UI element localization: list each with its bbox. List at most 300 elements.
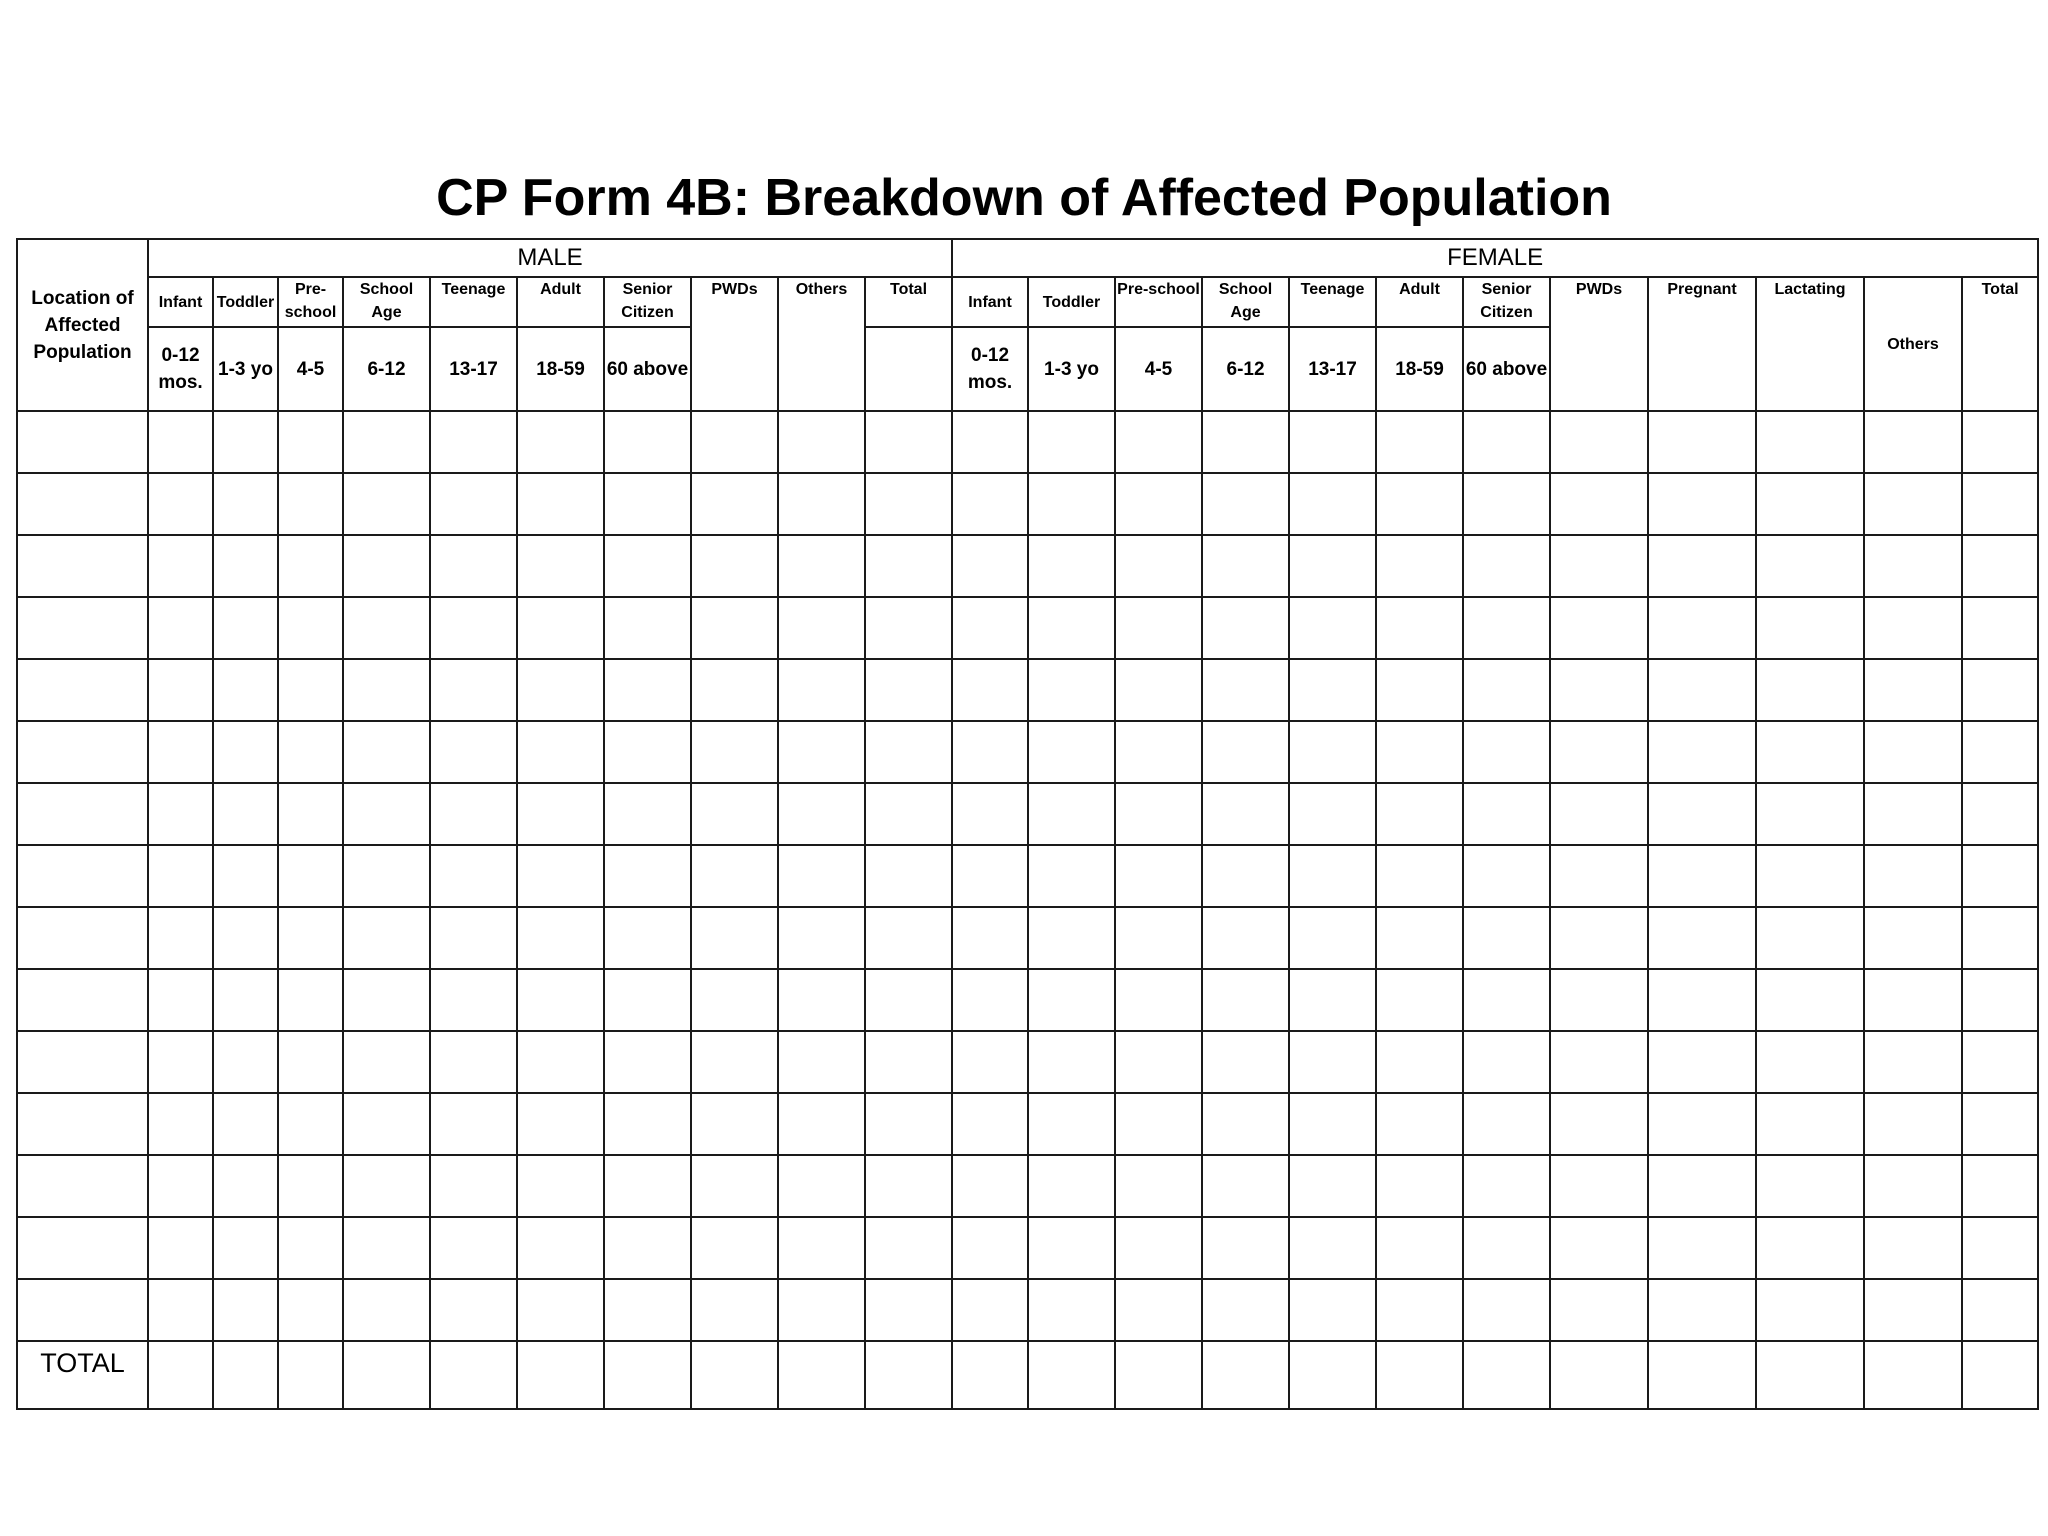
entry-cell[interactable] [1202,1093,1289,1155]
entry-cell[interactable] [430,721,517,783]
entry-cell[interactable] [1115,659,1202,721]
entry-cell[interactable] [1115,1155,1202,1217]
entry-cell[interactable] [1864,969,1962,1031]
entry-cell[interactable] [517,659,604,721]
entry-cell[interactable] [1756,1155,1864,1217]
entry-cell[interactable] [213,1279,278,1341]
entry-cell[interactable] [1648,473,1756,535]
entry-cell[interactable] [604,1093,691,1155]
entry-cell[interactable] [1463,659,1550,721]
entry-cell[interactable] [1550,1279,1648,1341]
entry-cell[interactable] [278,411,343,473]
entry-cell[interactable] [213,969,278,1031]
entry-cell[interactable] [1289,1279,1376,1341]
entry-cell[interactable] [517,969,604,1031]
entry-cell[interactable] [604,659,691,721]
entry-cell[interactable] [1864,845,1962,907]
entry-cell[interactable] [430,473,517,535]
entry-cell[interactable] [865,535,952,597]
entry-cell[interactable] [1756,1031,1864,1093]
entry-cell[interactable] [343,411,430,473]
entry-cell[interactable] [1648,969,1756,1031]
entry-cell[interactable] [1376,907,1463,969]
entry-cell[interactable] [1115,1093,1202,1155]
entry-cell[interactable] [1202,1279,1289,1341]
entry-cell[interactable] [148,1341,213,1409]
entry-cell[interactable] [691,721,778,783]
location-cell[interactable] [17,1279,148,1341]
entry-cell[interactable] [1202,1217,1289,1279]
entry-cell[interactable] [865,411,952,473]
entry-cell[interactable] [1115,1031,1202,1093]
entry-cell[interactable] [604,1279,691,1341]
entry-cell[interactable] [517,1341,604,1409]
entry-cell[interactable] [278,659,343,721]
entry-cell[interactable] [1550,1217,1648,1279]
entry-cell[interactable] [1756,473,1864,535]
entry-cell[interactable] [1550,535,1648,597]
entry-cell[interactable] [430,1155,517,1217]
entry-cell[interactable] [1376,845,1463,907]
entry-cell[interactable] [1028,721,1115,783]
entry-cell[interactable] [1962,535,2038,597]
entry-cell[interactable] [1550,411,1648,473]
entry-cell[interactable] [1550,1155,1648,1217]
entry-cell[interactable] [1289,1155,1376,1217]
entry-cell[interactable] [691,907,778,969]
entry-cell[interactable] [691,783,778,845]
entry-cell[interactable] [778,411,865,473]
entry-cell[interactable] [1962,411,2038,473]
entry-cell[interactable] [278,969,343,1031]
entry-cell[interactable] [1028,597,1115,659]
entry-cell[interactable] [517,411,604,473]
entry-cell[interactable] [604,473,691,535]
entry-cell[interactable] [1864,473,1962,535]
entry-cell[interactable] [1115,969,1202,1031]
entry-cell[interactable] [1202,659,1289,721]
entry-cell[interactable] [865,473,952,535]
entry-cell[interactable] [1756,1217,1864,1279]
entry-cell[interactable] [1864,907,1962,969]
entry-cell[interactable] [343,1279,430,1341]
entry-cell[interactable] [148,473,213,535]
entry-cell[interactable] [148,597,213,659]
location-cell[interactable] [17,907,148,969]
entry-cell[interactable] [1289,535,1376,597]
entry-cell[interactable] [952,1031,1028,1093]
entry-cell[interactable] [691,659,778,721]
entry-cell[interactable] [148,969,213,1031]
entry-cell[interactable] [952,1217,1028,1279]
entry-cell[interactable] [952,659,1028,721]
entry-cell[interactable] [343,969,430,1031]
entry-cell[interactable] [1864,659,1962,721]
entry-cell[interactable] [1289,721,1376,783]
entry-cell[interactable] [343,1093,430,1155]
entry-cell[interactable] [778,1155,865,1217]
entry-cell[interactable] [778,783,865,845]
entry-cell[interactable] [213,659,278,721]
entry-cell[interactable] [1962,907,2038,969]
entry-cell[interactable] [1648,1031,1756,1093]
entry-cell[interactable] [691,1155,778,1217]
entry-cell[interactable] [517,721,604,783]
entry-cell[interactable] [1115,783,1202,845]
entry-cell[interactable] [1550,1341,1648,1409]
entry-cell[interactable] [1463,1155,1550,1217]
entry-cell[interactable] [778,1279,865,1341]
entry-cell[interactable] [343,1155,430,1217]
entry-cell[interactable] [1028,1093,1115,1155]
entry-cell[interactable] [1756,721,1864,783]
entry-cell[interactable] [1648,535,1756,597]
entry-cell[interactable] [1028,907,1115,969]
entry-cell[interactable] [1756,783,1864,845]
entry-cell[interactable] [1864,597,1962,659]
entry-cell[interactable] [952,783,1028,845]
entry-cell[interactable] [1648,1279,1756,1341]
entry-cell[interactable] [1550,969,1648,1031]
entry-cell[interactable] [1756,907,1864,969]
entry-cell[interactable] [1463,1341,1550,1409]
entry-cell[interactable] [1289,1031,1376,1093]
entry-cell[interactable] [517,473,604,535]
entry-cell[interactable] [1202,1031,1289,1093]
entry-cell[interactable] [1202,597,1289,659]
entry-cell[interactable] [1376,969,1463,1031]
entry-cell[interactable] [778,969,865,1031]
entry-cell[interactable] [1376,1341,1463,1409]
entry-cell[interactable] [278,1093,343,1155]
entry-cell[interactable] [778,473,865,535]
entry-cell[interactable] [430,907,517,969]
entry-cell[interactable] [865,907,952,969]
entry-cell[interactable] [604,1341,691,1409]
entry-cell[interactable] [778,1217,865,1279]
entry-cell[interactable] [1202,907,1289,969]
entry-cell[interactable] [1864,721,1962,783]
entry-cell[interactable] [1962,597,2038,659]
entry-cell[interactable] [148,411,213,473]
entry-cell[interactable] [691,535,778,597]
entry-cell[interactable] [430,597,517,659]
entry-cell[interactable] [1028,659,1115,721]
entry-cell[interactable] [865,1341,952,1409]
entry-cell[interactable] [1028,1279,1115,1341]
entry-cell[interactable] [1289,783,1376,845]
entry-cell[interactable] [778,845,865,907]
entry-cell[interactable] [1463,1217,1550,1279]
entry-cell[interactable] [1376,1093,1463,1155]
entry-cell[interactable] [343,1217,430,1279]
entry-cell[interactable] [1463,597,1550,659]
entry-cell[interactable] [691,473,778,535]
entry-cell[interactable] [213,1217,278,1279]
entry-cell[interactable] [148,535,213,597]
entry-cell[interactable] [278,721,343,783]
entry-cell[interactable] [1550,845,1648,907]
location-cell[interactable] [17,597,148,659]
entry-cell[interactable] [778,597,865,659]
entry-cell[interactable] [1648,1155,1756,1217]
entry-cell[interactable] [1550,721,1648,783]
entry-cell[interactable] [1463,1031,1550,1093]
entry-cell[interactable] [1648,907,1756,969]
entry-cell[interactable] [1463,473,1550,535]
entry-cell[interactable] [343,845,430,907]
entry-cell[interactable] [1202,721,1289,783]
entry-cell[interactable] [1202,473,1289,535]
entry-cell[interactable] [691,1031,778,1093]
entry-cell[interactable] [778,721,865,783]
entry-cell[interactable] [1463,1093,1550,1155]
entry-cell[interactable] [1962,1155,2038,1217]
entry-cell[interactable] [1756,535,1864,597]
entry-cell[interactable] [278,845,343,907]
entry-cell[interactable] [517,597,604,659]
entry-cell[interactable] [865,845,952,907]
entry-cell[interactable] [1289,597,1376,659]
entry-cell[interactable] [517,535,604,597]
entry-cell[interactable] [213,845,278,907]
entry-cell[interactable] [430,1217,517,1279]
entry-cell[interactable] [1962,721,2038,783]
entry-cell[interactable] [148,1093,213,1155]
entry-cell[interactable] [1756,1341,1864,1409]
entry-cell[interactable] [952,721,1028,783]
location-cell[interactable] [17,659,148,721]
entry-cell[interactable] [1962,845,2038,907]
entry-cell[interactable] [1202,783,1289,845]
entry-cell[interactable] [1463,783,1550,845]
entry-cell[interactable] [952,1341,1028,1409]
entry-cell[interactable] [1115,473,1202,535]
entry-cell[interactable] [148,721,213,783]
entry-cell[interactable] [1289,659,1376,721]
entry-cell[interactable] [1962,1031,2038,1093]
entry-cell[interactable] [865,1155,952,1217]
entry-cell[interactable] [213,411,278,473]
entry-cell[interactable] [1289,969,1376,1031]
location-cell[interactable] [17,845,148,907]
entry-cell[interactable] [430,969,517,1031]
entry-cell[interactable] [430,1341,517,1409]
entry-cell[interactable] [278,1217,343,1279]
entry-cell[interactable] [1864,783,1962,845]
entry-cell[interactable] [1756,659,1864,721]
location-cell[interactable] [17,1093,148,1155]
entry-cell[interactable] [430,535,517,597]
entry-cell[interactable] [1648,1217,1756,1279]
entry-cell[interactable] [1376,721,1463,783]
entry-cell[interactable] [952,907,1028,969]
entry-cell[interactable] [604,535,691,597]
entry-cell[interactable] [1463,969,1550,1031]
entry-cell[interactable] [1648,845,1756,907]
entry-cell[interactable] [1962,1093,2038,1155]
entry-cell[interactable] [517,783,604,845]
entry-cell[interactable] [278,1279,343,1341]
entry-cell[interactable] [691,1093,778,1155]
entry-cell[interactable] [604,845,691,907]
entry-cell[interactable] [1463,845,1550,907]
entry-cell[interactable] [778,1093,865,1155]
entry-cell[interactable] [778,907,865,969]
entry-cell[interactable] [430,1093,517,1155]
entry-cell[interactable] [430,845,517,907]
entry-cell[interactable] [691,845,778,907]
entry-cell[interactable] [604,411,691,473]
entry-cell[interactable] [1550,907,1648,969]
entry-cell[interactable] [148,1031,213,1093]
entry-cell[interactable] [1289,845,1376,907]
entry-cell[interactable] [1376,1155,1463,1217]
entry-cell[interactable] [691,1217,778,1279]
entry-cell[interactable] [1115,1279,1202,1341]
entry-cell[interactable] [1376,659,1463,721]
entry-cell[interactable] [1115,845,1202,907]
entry-cell[interactable] [1648,411,1756,473]
entry-cell[interactable] [1648,721,1756,783]
location-cell[interactable] [17,535,148,597]
entry-cell[interactable] [1202,969,1289,1031]
entry-cell[interactable] [1962,1217,2038,1279]
entry-cell[interactable] [1756,845,1864,907]
entry-cell[interactable] [148,659,213,721]
entry-cell[interactable] [343,1031,430,1093]
entry-cell[interactable] [604,969,691,1031]
entry-cell[interactable] [778,1341,865,1409]
entry-cell[interactable] [1864,411,1962,473]
entry-cell[interactable] [1648,597,1756,659]
entry-cell[interactable] [691,969,778,1031]
entry-cell[interactable] [1115,411,1202,473]
entry-cell[interactable] [1289,1093,1376,1155]
location-cell[interactable] [17,721,148,783]
entry-cell[interactable] [517,1155,604,1217]
entry-cell[interactable] [1550,473,1648,535]
entry-cell[interactable] [1648,1341,1756,1409]
entry-cell[interactable] [778,659,865,721]
entry-cell[interactable] [213,907,278,969]
entry-cell[interactable] [1376,535,1463,597]
entry-cell[interactable] [691,1279,778,1341]
entry-cell[interactable] [1756,969,1864,1031]
entry-cell[interactable] [865,1279,952,1341]
entry-cell[interactable] [343,535,430,597]
entry-cell[interactable] [1756,597,1864,659]
entry-cell[interactable] [865,1093,952,1155]
entry-cell[interactable] [1115,1341,1202,1409]
entry-cell[interactable] [1289,411,1376,473]
entry-cell[interactable] [1463,535,1550,597]
entry-cell[interactable] [1550,783,1648,845]
entry-cell[interactable] [1376,783,1463,845]
entry-cell[interactable] [278,783,343,845]
entry-cell[interactable] [952,1279,1028,1341]
entry-cell[interactable] [952,1093,1028,1155]
location-cell[interactable] [17,411,148,473]
entry-cell[interactable] [1376,597,1463,659]
entry-cell[interactable] [213,1031,278,1093]
entry-cell[interactable] [1376,1279,1463,1341]
entry-cell[interactable] [1962,1341,2038,1409]
entry-cell[interactable] [1115,1217,1202,1279]
entry-cell[interactable] [213,535,278,597]
entry-cell[interactable] [1028,473,1115,535]
entry-cell[interactable] [1864,1341,1962,1409]
location-cell[interactable] [17,1217,148,1279]
entry-cell[interactable] [1202,535,1289,597]
entry-cell[interactable] [1550,1093,1648,1155]
entry-cell[interactable] [1115,721,1202,783]
entry-cell[interactable] [213,721,278,783]
entry-cell[interactable] [278,1031,343,1093]
entry-cell[interactable] [1463,1279,1550,1341]
entry-cell[interactable] [1864,1031,1962,1093]
entry-cell[interactable] [865,1031,952,1093]
entry-cell[interactable] [691,597,778,659]
entry-cell[interactable] [865,783,952,845]
entry-cell[interactable] [1028,969,1115,1031]
entry-cell[interactable] [1864,1217,1962,1279]
entry-cell[interactable] [1376,1031,1463,1093]
entry-cell[interactable] [604,597,691,659]
entry-cell[interactable] [1463,907,1550,969]
entry-cell[interactable] [430,1279,517,1341]
entry-cell[interactable] [604,1217,691,1279]
entry-cell[interactable] [1115,535,1202,597]
entry-cell[interactable] [278,1155,343,1217]
entry-cell[interactable] [148,845,213,907]
entry-cell[interactable] [1289,907,1376,969]
entry-cell[interactable] [604,783,691,845]
entry-cell[interactable] [278,907,343,969]
location-cell[interactable] [17,1031,148,1093]
entry-cell[interactable] [213,1341,278,1409]
entry-cell[interactable] [213,1093,278,1155]
entry-cell[interactable] [1028,411,1115,473]
entry-cell[interactable] [213,1155,278,1217]
entry-cell[interactable] [1648,1093,1756,1155]
entry-cell[interactable] [952,845,1028,907]
entry-cell[interactable] [148,907,213,969]
entry-cell[interactable] [778,535,865,597]
entry-cell[interactable] [517,1093,604,1155]
entry-cell[interactable] [1962,473,2038,535]
entry-cell[interactable] [604,1155,691,1217]
entry-cell[interactable] [865,721,952,783]
entry-cell[interactable] [343,1341,430,1409]
entry-cell[interactable] [952,411,1028,473]
entry-cell[interactable] [865,659,952,721]
entry-cell[interactable] [1376,473,1463,535]
entry-cell[interactable] [343,597,430,659]
entry-cell[interactable] [1202,1155,1289,1217]
entry-cell[interactable] [1864,535,1962,597]
entry-cell[interactable] [1756,1093,1864,1155]
entry-cell[interactable] [343,907,430,969]
entry-cell[interactable] [1962,659,2038,721]
entry-cell[interactable] [1028,1031,1115,1093]
entry-cell[interactable] [952,1155,1028,1217]
entry-cell[interactable] [1962,1279,2038,1341]
entry-cell[interactable] [604,721,691,783]
entry-cell[interactable] [430,411,517,473]
location-cell[interactable] [17,1155,148,1217]
entry-cell[interactable] [1202,411,1289,473]
